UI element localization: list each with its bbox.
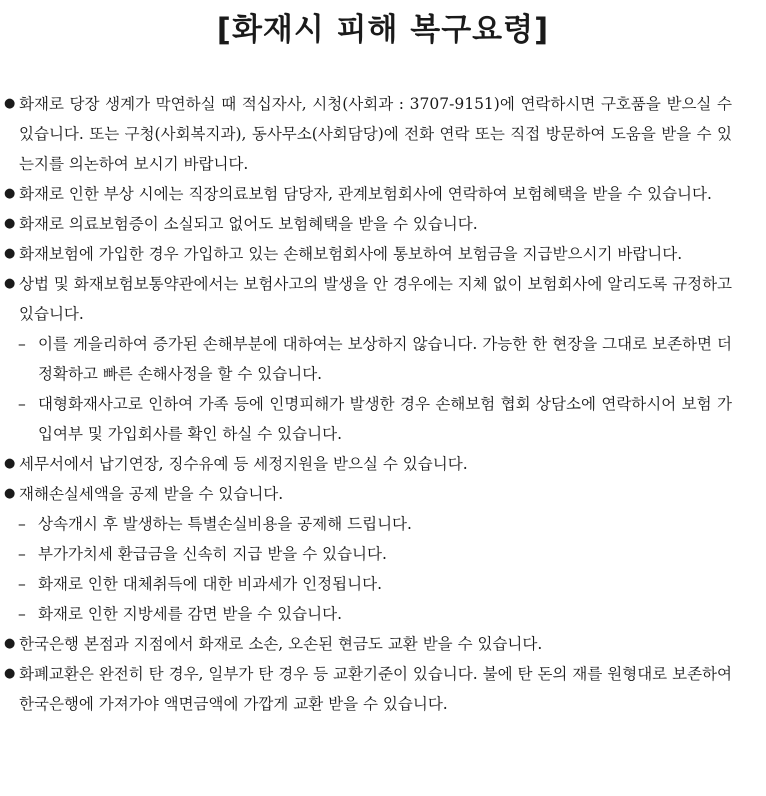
sub-item-text: 이를 게을리하여 증가된 손해부분에 대하여는 보상하지 않습니다. 가능한 한 현장을 그대로 보존하면 더 정확하고 빠른 손해사정을 할 수 있습니다. [38,335,732,383]
list-item [4,269,732,329]
dash-icon: – [18,575,26,593]
dash-icon: – [18,335,26,353]
list-item [4,479,732,509]
document-body [4,89,732,719]
list-item [4,449,732,479]
bullet-icon: ● [4,216,16,231]
sub-item [4,509,732,539]
list-item [4,89,732,179]
bullet-icon: ● [4,666,16,681]
bullet-icon: ● [4,276,16,291]
sub-item [4,539,732,569]
bullet-icon: ● [4,486,16,501]
page-title: [화재시 피해 복구요령] [216,12,550,48]
sub-item-text: 화재로 인한 지방세를 감면 받을 수 있습니다. [38,605,343,623]
dash-icon: – [18,515,26,533]
dash-icon: – [18,395,26,413]
list-item [4,209,732,239]
list-item [4,629,732,659]
item-text: 상법 및 화재보험보통약관에서는 보험사고의 발생을 안 경우에는 지체 없이 보험회사에 알리도록 규정하고 있습니다. [19,275,733,323]
list-item [4,659,732,719]
sub-item [4,389,732,449]
bullet-icon: ● [4,636,16,651]
item-text: 화재로 의료보험증이 소실되고 없어도 보험혜택을 받을 수 있습니다. [19,215,478,233]
item-text: 화재보험에 가입한 경우 가입하고 있는 손해보험회사에 통보하여 보험금을 지급받으시기 바랍니다. [19,245,683,263]
bullet-icon: ● [4,456,16,471]
sub-item [4,569,732,599]
item-text: 화폐교환은 완전히 탄 경우, 일부가 탄 경우 등 교환기준이 있습니다. 불에 탄 돈의 재를 원형대로 보존하여 한국은행에 가져가야 액면금액에 가깝게 교환 받을 수 있습니다. [19,665,732,713]
sub-item-text: 대형화재사고로 인하여 가족 등에 인명피해가 발생한 경우 손해보험 협회 상담소에 연락하시어 보험 가입여부 및 가입회사를 확인 하실 수 있습니다. [38,395,732,443]
sub-item-text: 화재로 인한 대체취득에 대한 비과세가 인정됩니다. [38,575,382,593]
sub-item [4,329,732,389]
bullet-icon: ● [4,186,16,201]
item-text: 화재로 당장 생계가 막연하실 때 적십자사, 시청(사회과 : 3707-9151)에 연락하시면 구호품을 받으실 수 있습니다. 또는 구청(사회복지과), 동사무소(사회담당)에 전화 연락 또는 직접 방문하여 도움을 받을 수 있는지를 의논하여 보시기 바랍니다. [19,95,732,173]
bullet-icon: ● [4,96,16,111]
sub-item [4,599,732,629]
sub-item-text: 부가가치세 환급금을 신속히 지급 받을 수 있습니다. [38,545,387,563]
item-text: 화재로 인한 부상 시에는 직장의료보험 담당자, 관계보험회사에 연락하여 보험혜택을 받을 수 있습니다. [19,185,712,203]
list-item [4,239,732,269]
sub-item-text: 상속개시 후 발생하는 특별손실비용을 공제해 드립니다. [38,515,412,533]
bullet-icon: ● [4,246,16,261]
list-item [4,179,732,209]
dash-icon: – [18,605,26,623]
item-text: 한국은행 본점과 지점에서 화재로 소손, 오손된 현금도 교환 받을 수 있습니다. [19,635,543,653]
item-text: 재해손실세액을 공제 받을 수 있습니다. [19,485,284,503]
dash-icon: – [18,545,26,563]
item-text: 세무서에서 납기연장, 징수유예 등 세정지원을 받으실 수 있습니다. [19,455,468,473]
